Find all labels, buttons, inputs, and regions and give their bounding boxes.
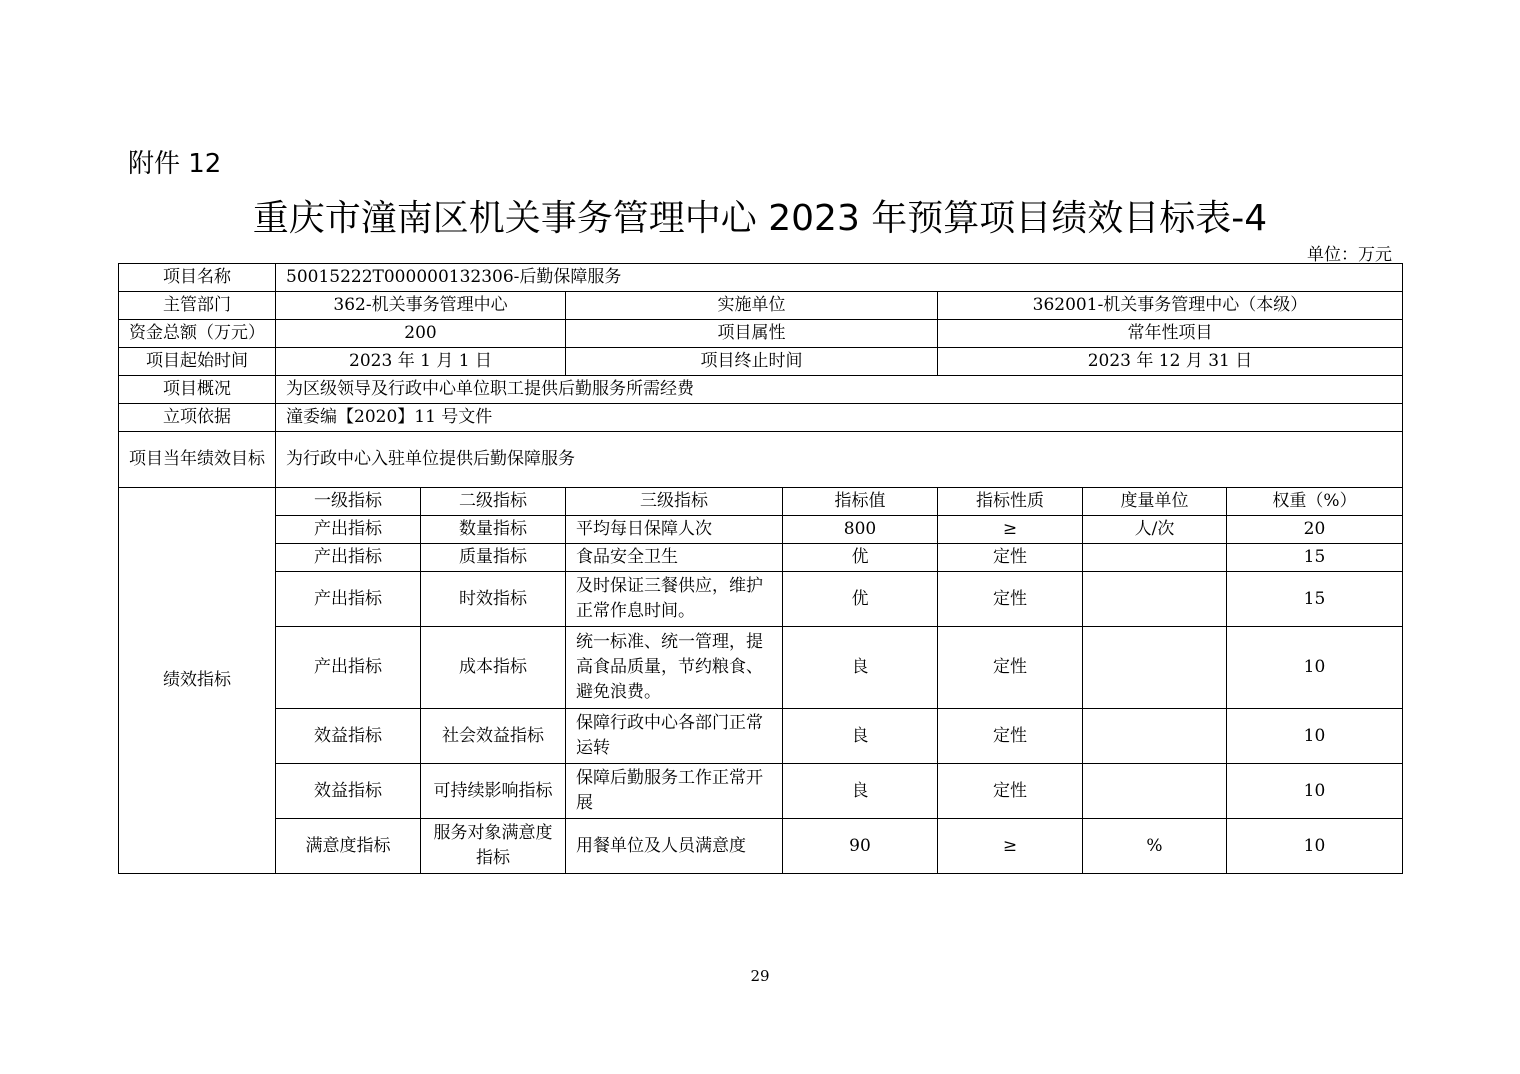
overview-value: 为区级领导及行政中心单位职工提供后勤服务所需经费 [276, 376, 1403, 404]
level2-cell: 可持续影响指标 [421, 764, 566, 819]
value-cell: 良 [783, 709, 938, 764]
weight-cell: 10 [1227, 709, 1403, 764]
table-row [119, 764, 1403, 819]
level1-cell: 满意度指标 [276, 819, 421, 874]
level1-cell: 产出指标 [276, 516, 421, 544]
unit-cell [1083, 709, 1227, 764]
weight-cell: 15 [1227, 544, 1403, 572]
row-dept [119, 292, 1403, 320]
level3-cell: 及时保证三餐供应，维护正常作息时间。 [566, 572, 783, 627]
dept-value: 362-机关事务管理中心 [276, 292, 566, 320]
value-cell: 良 [783, 764, 938, 819]
page-title: 重庆市潼南区机关事务管理中心 2023 年预算项目绩效目标表-4 [252, 198, 1268, 239]
level2-cell: 数量指标 [421, 516, 566, 544]
attr-label: 项目属性 [566, 320, 938, 348]
level2-cell: 成本指标 [421, 627, 566, 709]
weight-cell: 10 [1227, 819, 1403, 874]
level2-cell: 时效指标 [421, 572, 566, 627]
performance-target-table [118, 263, 1403, 874]
goal-label: 项目当年绩效目标 [119, 432, 276, 488]
table-row [119, 516, 1403, 544]
value-cell: 良 [783, 627, 938, 709]
impl-value: 362001-机关事务管理中心（本级） [938, 292, 1403, 320]
table-row [119, 709, 1403, 764]
level1-cell: 产出指标 [276, 572, 421, 627]
table-row [119, 572, 1403, 627]
start-value: 2023 年 1 月 1 日 [276, 348, 566, 376]
unit-cell [1083, 544, 1227, 572]
value-cell: 优 [783, 572, 938, 627]
header-value: 指标值 [783, 488, 938, 516]
unit-cell [1083, 764, 1227, 819]
header-weight: 权重（%） [1227, 488, 1403, 516]
level2-cell: 服务对象满意度指标 [421, 819, 566, 874]
header-level2: 二级指标 [421, 488, 566, 516]
header-level1: 一级指标 [276, 488, 421, 516]
overview-label: 项目概况 [119, 376, 276, 404]
table-row [119, 819, 1403, 874]
page-number: 29 [750, 967, 770, 985]
perf-label: 绩效指标 [119, 488, 276, 874]
level1-cell: 效益指标 [276, 709, 421, 764]
level2-cell: 社会效益指标 [421, 709, 566, 764]
start-label: 项目起始时间 [119, 348, 276, 376]
end-label: 项目终止时间 [566, 348, 938, 376]
nature-cell: 定性 [938, 544, 1083, 572]
project-name-value: 50015222T000000132306-后勤保障服务 [276, 264, 1403, 292]
unit-cell [1083, 572, 1227, 627]
impl-label: 实施单位 [566, 292, 938, 320]
perf-header-row [119, 488, 1403, 516]
unit-cell [1083, 627, 1227, 709]
weight-cell: 10 [1227, 764, 1403, 819]
header-unit: 度量单位 [1083, 488, 1227, 516]
nature-cell: 定性 [938, 709, 1083, 764]
basis-label: 立项依据 [119, 404, 276, 432]
level3-cell: 用餐单位及人员满意度 [566, 819, 783, 874]
row-overview [119, 376, 1403, 404]
level3-cell: 平均每日保障人次 [566, 516, 783, 544]
nature-cell: 定性 [938, 572, 1083, 627]
fund-label: 资金总额（万元） [119, 320, 276, 348]
level1-cell: 效益指标 [276, 764, 421, 819]
nature-cell: 定性 [938, 764, 1083, 819]
end-value: 2023 年 12 月 31 日 [938, 348, 1403, 376]
table-row [119, 544, 1403, 572]
level1-cell: 产出指标 [276, 544, 421, 572]
goal-value: 为行政中心入驻单位提供后勤保障服务 [276, 432, 1403, 488]
project-name-label: 项目名称 [119, 264, 276, 292]
value-cell: 90 [783, 819, 938, 874]
basis-value: 潼委编【2020】11 号文件 [276, 404, 1403, 432]
weight-cell: 20 [1227, 516, 1403, 544]
level3-cell: 保障后勤服务工作正常开展 [566, 764, 783, 819]
level2-cell: 质量指标 [421, 544, 566, 572]
row-project-name [119, 264, 1403, 292]
header-nature: 指标性质 [938, 488, 1083, 516]
level3-cell: 保障行政中心各部门正常运转 [566, 709, 783, 764]
level3-cell: 统一标准、统一管理，提高食品质量，节约粮食、避免浪费。 [566, 627, 783, 709]
attr-value: 常年性项目 [938, 320, 1403, 348]
level3-cell: 食品安全卫生 [566, 544, 783, 572]
nature-cell: ≥ [938, 819, 1083, 874]
row-fund [119, 320, 1403, 348]
nature-cell: ≥ [938, 516, 1083, 544]
table-row [119, 627, 1403, 709]
level1-cell: 产出指标 [276, 627, 421, 709]
row-time [119, 348, 1403, 376]
unit-cell: % [1083, 819, 1227, 874]
weight-cell: 15 [1227, 572, 1403, 627]
value-cell: 800 [783, 516, 938, 544]
row-goal [119, 432, 1403, 488]
unit-label: 单位：万元 [1307, 245, 1392, 265]
unit-cell: 人/次 [1083, 516, 1227, 544]
attachment-label: 附件 12 [128, 149, 222, 179]
dept-label: 主管部门 [119, 292, 276, 320]
weight-cell: 10 [1227, 627, 1403, 709]
row-basis [119, 404, 1403, 432]
nature-cell: 定性 [938, 627, 1083, 709]
value-cell: 优 [783, 544, 938, 572]
fund-value: 200 [276, 320, 566, 348]
header-level3: 三级指标 [566, 488, 783, 516]
